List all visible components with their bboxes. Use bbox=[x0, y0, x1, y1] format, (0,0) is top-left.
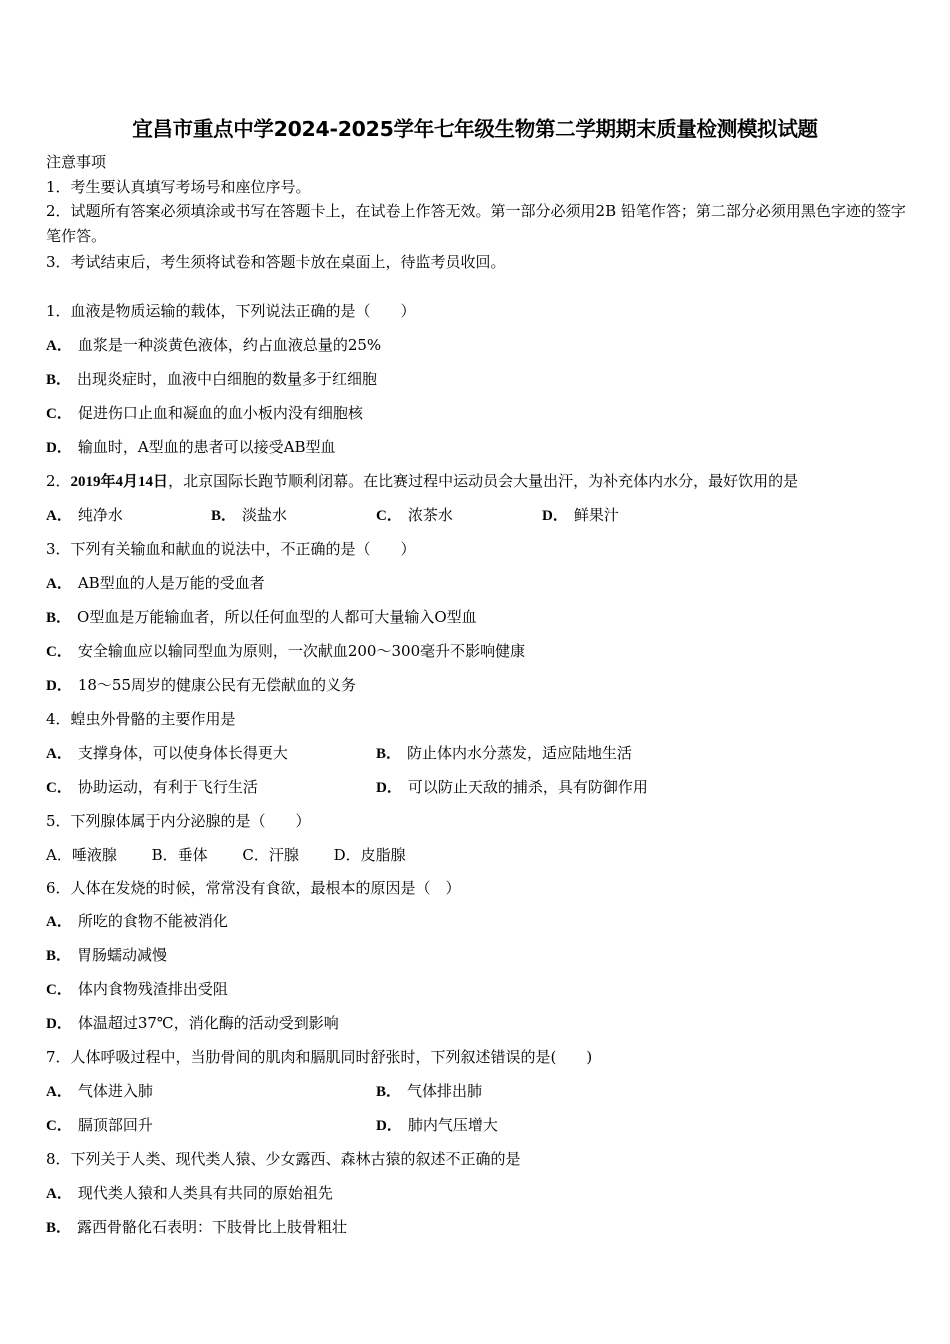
question-8-stem: 8．下列关于人类、现代类人猿、少女露西、森林古猿的叙述不正确的是 bbox=[46, 1150, 521, 1168]
note-item-1: 1．考生要认真填写考场号和座位序号。 bbox=[46, 178, 311, 196]
option-text: 膈顶部回升 bbox=[77, 1116, 153, 1134]
question-8-option-a bbox=[46, 1183, 333, 1204]
option-label: C． bbox=[376, 508, 402, 524]
question-1-option-d bbox=[46, 437, 336, 458]
question-2-stem-text: ，北京国际长跑节顺利闭幕。在比赛过程中运动员会大量出汗，为补充体内水分，最好饮用的是 bbox=[168, 472, 799, 490]
option-text: 体温超过37℃，消化酶的活动受到影响 bbox=[77, 1014, 339, 1032]
question-2-option-b bbox=[211, 505, 287, 526]
question-6-option-c bbox=[46, 979, 228, 1000]
option-label: C． bbox=[46, 1118, 72, 1134]
question-4-option-b bbox=[376, 743, 632, 764]
option-label: B． bbox=[46, 372, 72, 388]
question-6-option-a bbox=[46, 911, 228, 932]
option-text: 促进伤口止血和凝血的血小板内没有细胞核 bbox=[77, 404, 363, 422]
question-1-stem: 1．血液是物质运输的载体，下列说法正确的是（ ） bbox=[46, 302, 416, 320]
question-7-option-d bbox=[376, 1115, 498, 1136]
option-label: C． bbox=[46, 644, 72, 660]
option-text: 血浆是一种淡黄色液体，约占血液总量的25% bbox=[77, 336, 382, 354]
option-text: 安全输血应以输同型血为原则，一次献血200～300毫升不影响健康 bbox=[77, 642, 526, 660]
question-3-option-a bbox=[46, 573, 265, 594]
question-3-option-b bbox=[46, 607, 477, 628]
option-text: 淡盐水 bbox=[242, 506, 288, 524]
option-text: 协助运动，有利于飞行生活 bbox=[77, 778, 258, 796]
question-6-stem: 6．人体在发烧的时候，常常没有食欲，最根本的原因是（ ） bbox=[46, 879, 461, 897]
question-6-option-d bbox=[46, 1013, 339, 1034]
question-3-option-c bbox=[46, 641, 525, 662]
question-4-stem: 4．蝗虫外骨骼的主要作用是 bbox=[46, 710, 236, 728]
option-label: D． bbox=[542, 508, 568, 524]
question-2-option-d bbox=[542, 505, 619, 526]
option-label: A． bbox=[46, 508, 72, 524]
question-3-stem: 3．下列有关输血和献血的说法中，不正确的是（ ） bbox=[46, 540, 416, 558]
option-label: B． bbox=[211, 508, 237, 524]
option-text: 可以防止天敌的捕杀，具有防御作用 bbox=[407, 778, 648, 796]
question-1-option-b bbox=[46, 369, 377, 390]
option-text: 现代类人猿和人类具有共同的原始祖先 bbox=[77, 1184, 333, 1202]
question-8-option-b bbox=[46, 1217, 347, 1238]
option-label: B． bbox=[46, 1220, 72, 1236]
question-5-stem: 5．下列腺体属于内分泌腺的是（ ） bbox=[46, 812, 311, 830]
option-text: 露西骨骼化石表明：下肢骨比上肢骨粗壮 bbox=[77, 1218, 348, 1236]
option-text: O型血是万能输血者，所以任何血型的人都可大量输入O型血 bbox=[77, 608, 477, 626]
question-7-stem: 7．人体呼吸过程中，当肋骨间的肌肉和膈肌同时舒张时，下列叙述错误的是( ) bbox=[46, 1048, 593, 1066]
question-4-option-c bbox=[46, 777, 258, 798]
question-7-option-c bbox=[46, 1115, 153, 1136]
option-label: B． bbox=[376, 1084, 402, 1100]
question-1-option-a bbox=[46, 335, 381, 356]
option-text: 输血时，A型血的患者可以接受AB型血 bbox=[77, 438, 336, 456]
option-text: 鲜果汁 bbox=[573, 506, 619, 524]
option-text: 18～55周岁的健康公民有无偿献血的义务 bbox=[77, 676, 357, 694]
option-text: 气体排出肺 bbox=[407, 1082, 483, 1100]
option-text: 支撑身体，可以使身体长得更大 bbox=[77, 744, 288, 762]
question-1-option-c bbox=[46, 403, 363, 424]
option-label: A． bbox=[46, 746, 72, 762]
option-text: 浓茶水 bbox=[407, 506, 453, 524]
option-label: D． bbox=[46, 1016, 72, 1032]
note-item-3: 3．考试结束后，考生须将试卷和答题卡放在桌面上，待监考员收回。 bbox=[46, 253, 506, 271]
question-2-stem bbox=[46, 471, 798, 492]
option-label: A． bbox=[46, 576, 72, 592]
option-text: 体内食物残渣排出受阻 bbox=[77, 980, 228, 998]
note-item-2: 2．试题所有答案必须填涂或书写在答题卡上，在试卷上作答无效。第一部分必须用2B 铅笔作答；第二部分必须用黑色字迹的签字笔作答。 bbox=[46, 202, 906, 245]
question-4-option-a bbox=[46, 743, 288, 764]
question-4-option-d bbox=[376, 777, 648, 798]
notes-heading: 注意事项 bbox=[46, 153, 107, 171]
option-label: A． bbox=[46, 1186, 72, 1202]
option-text: 所吃的食物不能被消化 bbox=[77, 912, 228, 930]
option-label: A． bbox=[46, 1084, 72, 1100]
option-text: 肺内气压增大 bbox=[407, 1116, 498, 1134]
page-title: 宜昌市重点中学2024-2025学年七年级生物第二学期期末质量检测模拟试题 bbox=[132, 117, 818, 141]
option-label: C． bbox=[46, 780, 72, 796]
option-label: D． bbox=[46, 440, 72, 456]
question-3-option-d bbox=[46, 675, 356, 696]
option-label: D． bbox=[376, 1118, 402, 1134]
question-6-option-b bbox=[46, 945, 167, 966]
option-text: 气体进入肺 bbox=[77, 1082, 153, 1100]
question-7-option-b bbox=[376, 1081, 482, 1102]
option-text: 胃肠蠕动减慢 bbox=[77, 946, 168, 964]
option-label: B． bbox=[46, 948, 72, 964]
question-2-date: 2019年4月14日 bbox=[70, 474, 169, 490]
option-label: B． bbox=[376, 746, 402, 762]
option-label: A． bbox=[46, 338, 72, 354]
option-label: A． bbox=[46, 914, 72, 930]
question-5-options: A．唾液腺 B．垂体 C．汗腺 D．皮脂腺 bbox=[46, 846, 406, 864]
option-text: AB型血的人是万能的受血者 bbox=[77, 574, 265, 592]
option-label: B． bbox=[46, 610, 72, 626]
question-7-option-a bbox=[46, 1081, 153, 1102]
question-2-option-c bbox=[376, 505, 453, 526]
option-label: D． bbox=[46, 678, 72, 694]
question-2-option-a bbox=[46, 505, 123, 526]
option-text: 防止体内水分蒸发，适应陆地生活 bbox=[407, 744, 633, 762]
option-label: C． bbox=[46, 982, 72, 998]
question-2-number: 2． bbox=[46, 472, 71, 490]
option-label: D． bbox=[376, 780, 402, 796]
option-label: C． bbox=[46, 406, 72, 422]
option-text: 出现炎症时，血液中白细胞的数量多于红细胞 bbox=[77, 370, 378, 388]
option-text: 纯净水 bbox=[77, 506, 123, 524]
